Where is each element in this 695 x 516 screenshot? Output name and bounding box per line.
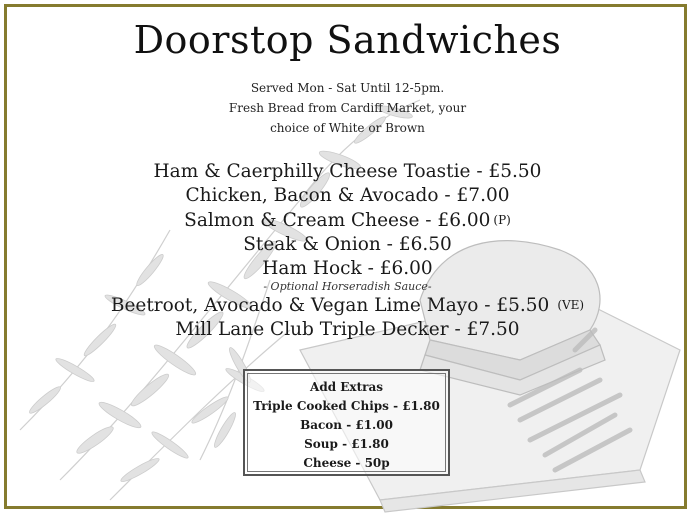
extra-item: Bacon - £1.00 xyxy=(300,418,393,432)
dietary-tag: (P) xyxy=(493,213,511,227)
extra-item: Cheese - 50p xyxy=(303,456,390,470)
bread-choice: choice of White or Brown xyxy=(270,121,425,135)
menu-item-text: Mill Lane Club Triple Decker - £7.50 xyxy=(175,319,520,340)
menu-item xyxy=(0,233,695,257)
item-note: - Optional Horseradish Sauce- xyxy=(263,280,432,293)
menu-item-text: Ham Hock - £6.00 xyxy=(262,258,433,279)
bread-source: Fresh Bread from Cardiff Market, your xyxy=(228,101,467,115)
extras-list xyxy=(245,378,448,473)
menu-item-text: Chicken, Bacon & Avocado - £7.00 xyxy=(185,185,510,206)
extra-item: Triple Cooked Chips - £1.80 xyxy=(253,399,440,413)
menu-item-text: Ham & Caerphilly Cheese Toastie - £5.50 xyxy=(153,161,542,182)
menu-item xyxy=(0,293,695,318)
menu-item-text: Salmon & Cream Cheese - £6.00 xyxy=(184,210,491,231)
extras-box xyxy=(243,369,450,476)
menu-item-text: Beetroot, Avocado & Vegan Lime Mayo - £5.50 xyxy=(110,295,550,316)
menu-item xyxy=(0,160,695,184)
menu-item-text: Steak & Onion - £6.50 xyxy=(243,234,452,255)
sandwich-list xyxy=(0,160,695,342)
service-hours: Served Mon - Sat Until 12-5pm. xyxy=(250,81,445,95)
extras-heading: Add Extras xyxy=(310,380,383,394)
menu-item xyxy=(0,208,695,233)
dietary-tag: (VE) xyxy=(557,298,585,312)
menu-item xyxy=(0,318,695,342)
menu-item xyxy=(0,257,695,281)
service-info xyxy=(0,78,695,138)
menu-item xyxy=(0,184,695,208)
extra-item: Soup - £1.80 xyxy=(304,437,389,451)
page-title: Doorstop Sandwiches xyxy=(133,18,562,62)
